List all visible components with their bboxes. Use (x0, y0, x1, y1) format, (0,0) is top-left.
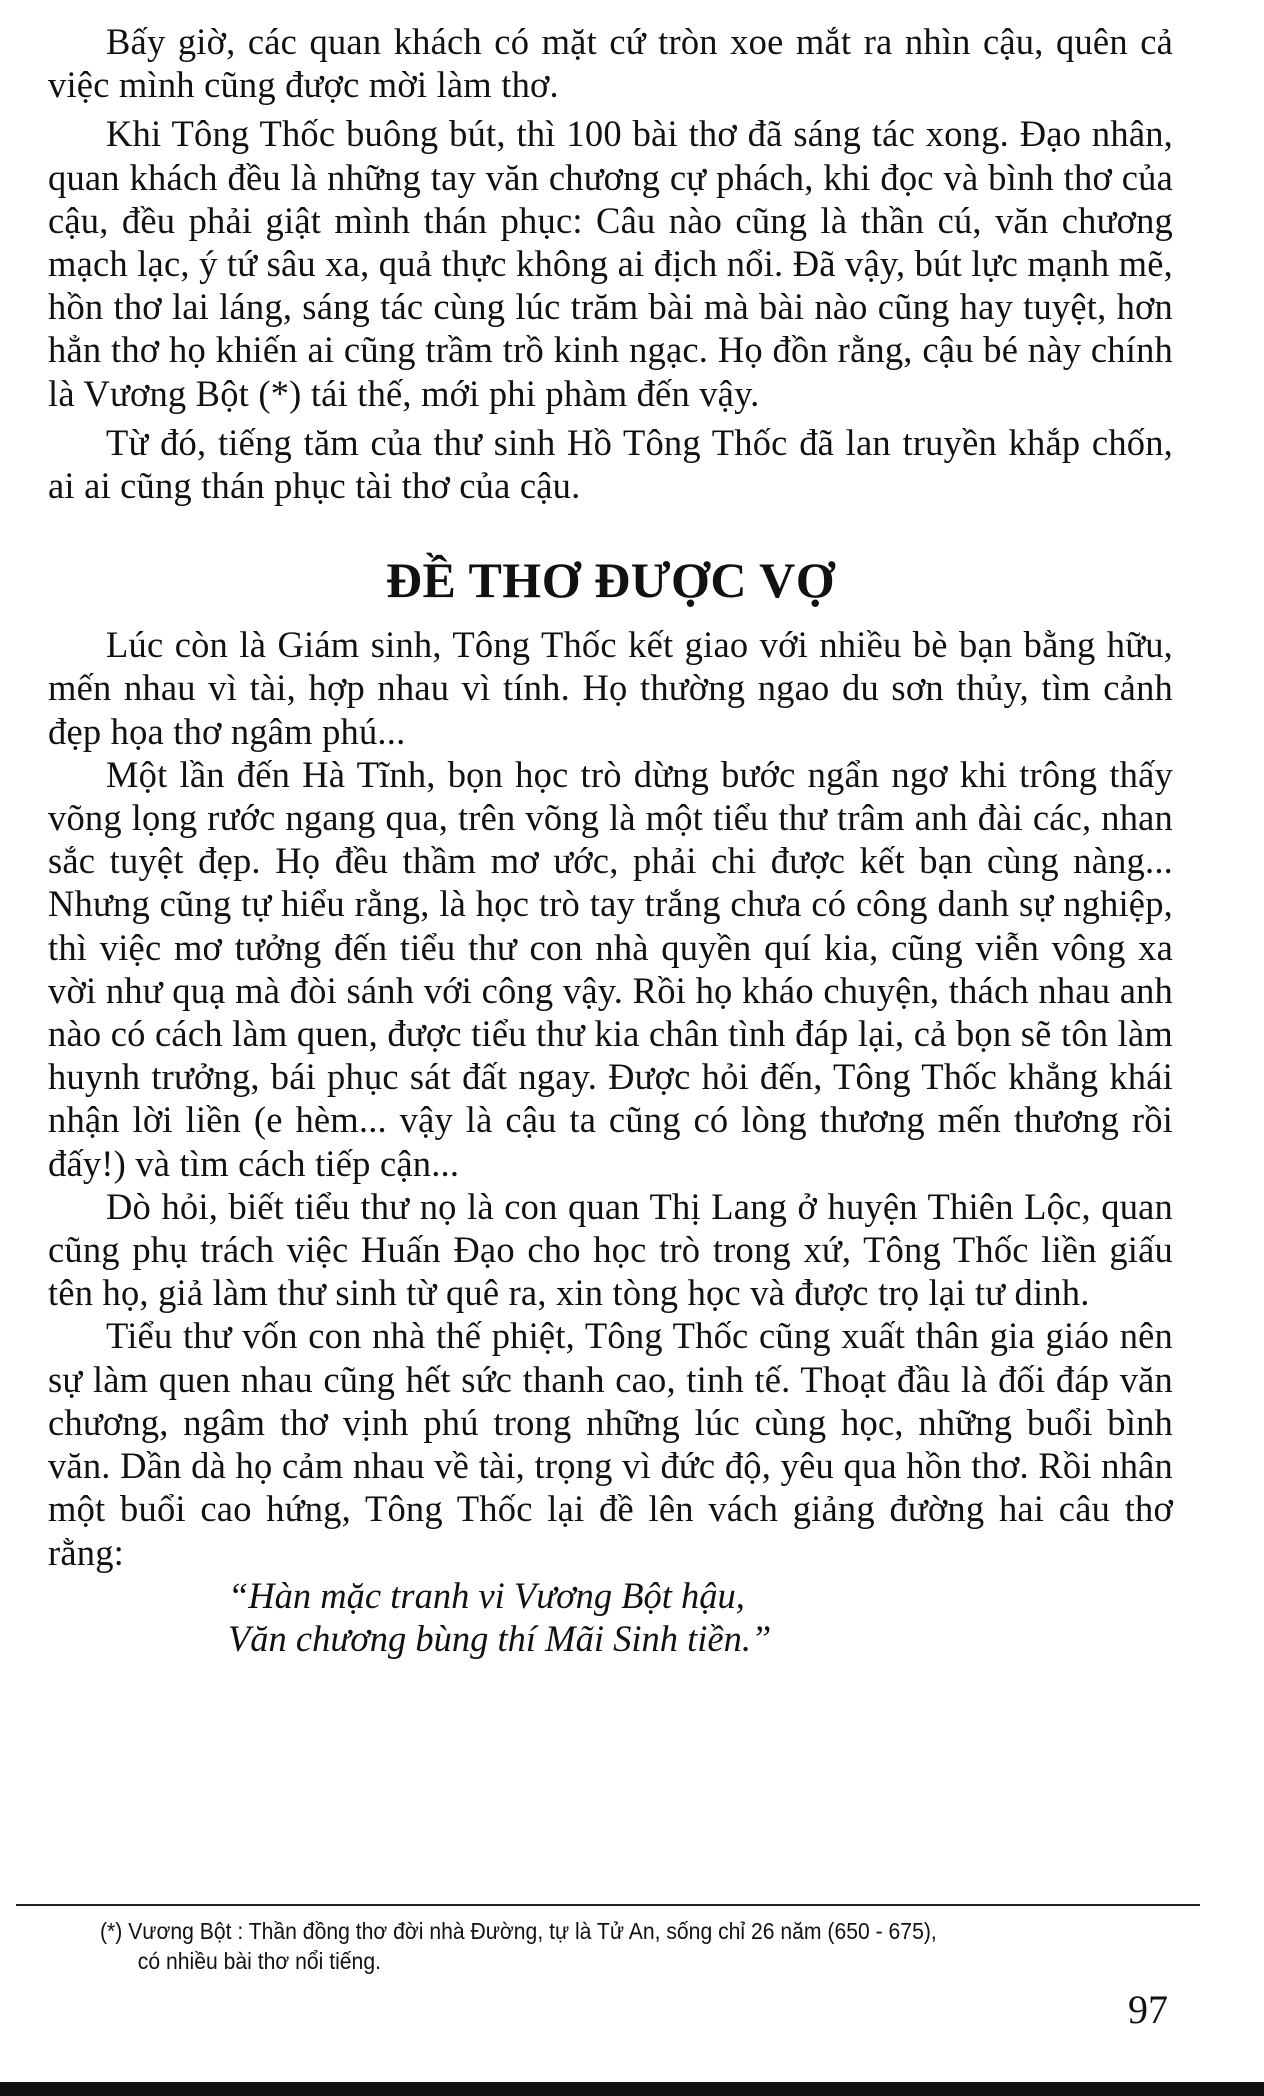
paragraph: Một lần đến Hà Tĩnh, bọn học trò dừng bước ngẩn ngơ khi trông thấy võng lọng rước ngang qua, trên võng là một tiểu thư trâm anh đài các, nhan sắc tuyệt đẹp. Họ đều thầm mơ ước, phải chi được kết bạn cùng nàng... Nhưng cũng tự hiểu rằng, là học trò tay trắng chưa có công danh sự nghiệp, thì việc mơ tưởng đến tiểu thư con nhà quyền quí kia, cũng viễn vông xa vời như quạ mà đòi sánh với công vậy. Rồi họ kháo chuyện, thách nhau anh nào có cách làm quen, được tiểu thư kia chân tình đáp lại, cả bọn sẽ tôn làm huynh trưởng, bái phục sát đất ngay. Được hỏi đến, Tông Thốc khẳng khái nhận lời liền (e hèm... vậy là cậu ta cũng có lòng thương mến thương rồi đấy!) và tìm cách tiếp cận... (48, 753, 1173, 1184)
page-body (48, 20, 1173, 1660)
paragraph: Khi Tông Thốc buông bút, thì 100 bài thơ đã sáng tác xong. Đạo nhân, quan khách đều là những tay văn chương cự phách, khi đọc và bình thơ của cậu, đều phải giật mình thán phục: Câu nào cũng là thần cú, văn chương mạch lạc, ý tứ sâu xa, quả thực không ai địch nổi. Đã vậy, bút lực mạnh mẽ, hồn thơ lai láng, sáng tác cùng lúc trăm bài mà bài nào cũng hay tuyệt, hơn hẳn thơ họ khiến ai cũng trầm trồ kinh ngạc. Họ đồn rằng, cậu bé này chính là Vương Bột (*) tái thế, mới phi phàm đến vậy. (48, 113, 1173, 414)
page-number: 97 (1128, 1987, 1168, 2032)
paragraph: Lúc còn là Giám sinh, Tông Thốc kết giao với nhiều bè bạn bằng hữu, mến nhau vì tài, hợp nhau vì tính. Họ thường ngao du sơn thủy, tìm cảnh đẹp họa thơ ngâm phú... (48, 624, 1173, 752)
footnote-divider (16, 1904, 1200, 1906)
poem-line: Văn chương bùng thí Mãi Sinh tiền.” (228, 1617, 772, 1659)
footnote-line: có nhiều bài thơ nổi tiếng. (137, 1948, 381, 1974)
poem-line: “Hàn mặc tranh vi Vương Bột hậu, (228, 1574, 745, 1616)
footnote (100, 1916, 1054, 1976)
section-heading: ĐỀ THƠ ĐƯỢC VỢ (385, 552, 836, 609)
paragraph: Dò hỏi, biết tiểu thư nọ là con quan Thị Lang ở huyện Thiên Lộc, quan cũng phụ trách việc Huấn Đạo cho học trò trong xứ, Tông Thốc liền giấu tên họ, giả làm thư sinh từ quê ra, xin tòng học và được trọ lại tư dinh. (48, 1185, 1173, 1314)
poem (228, 1574, 1173, 1660)
paragraph: Bấy giờ, các quan khách có mặt cứ tròn xoe mắt ra nhìn cậu, quên cả việc mình cũng được mời làm thơ. (48, 21, 1173, 106)
scan-border (0, 2082, 1264, 2096)
paragraph: Từ đó, tiếng tăm của thư sinh Hồ Tông Thốc đã lan truyền khắp chốn, ai ai cũng thán phục tài thơ của cậu. (48, 421, 1173, 507)
paragraph: Tiểu thư vốn con nhà thế phiệt, Tông Thốc cũng xuất thân gia giáo nên sự làm quen nhau cũng hết sức thanh cao, tinh tế. Thoạt đầu là đối đáp văn chương, ngâm thơ vịnh phú trong những lúc cùng học, những buổi bình văn. Dần dà họ cảm nhau về tài, trọng vì đức độ, yêu qua hồn thơ. Rồi nhân một buổi cao hứng, Tông Thốc lại đề lên vách giảng đường hai câu thơ rằng: (48, 1315, 1173, 1573)
footnote-line: (*) Vương Bột : Thần đồng thơ đời nhà Đường, tự là Tử An, sống chỉ 26 năm (650 - 675), (100, 1918, 937, 1944)
